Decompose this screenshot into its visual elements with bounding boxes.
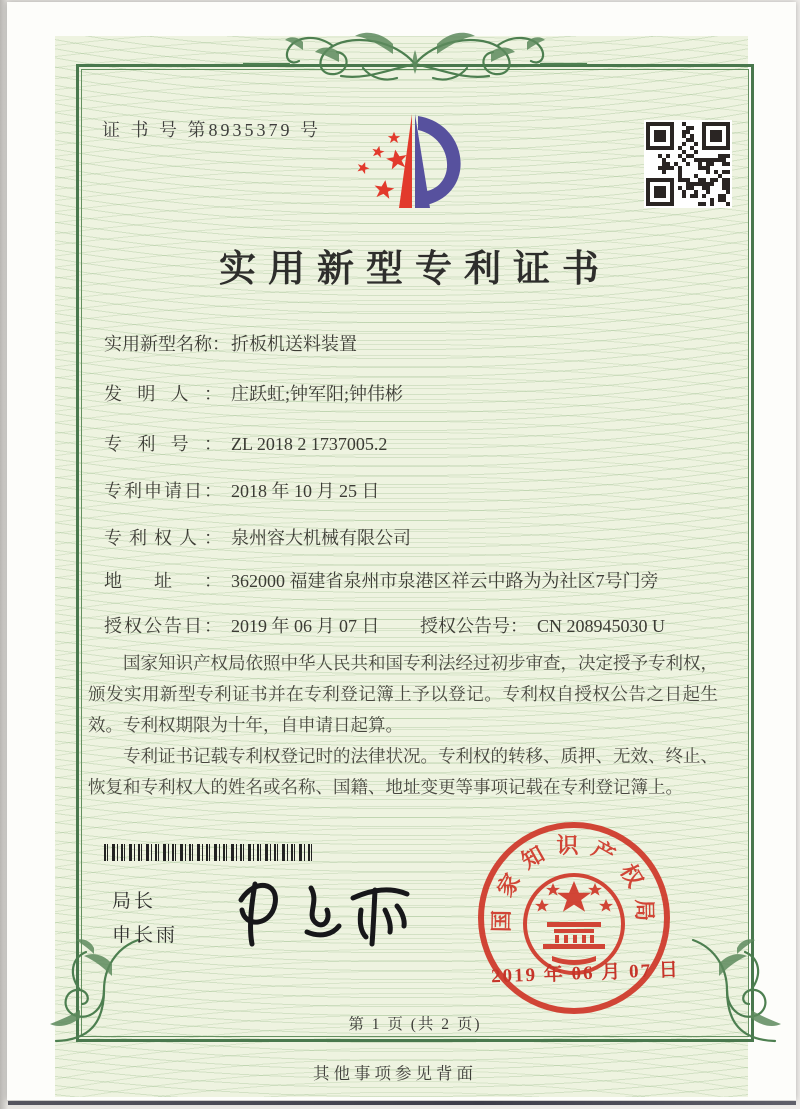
field-grant-number	[420, 612, 665, 638]
page-number: 第 1 页 (共 2 页)	[348, 1016, 482, 1033]
field-utility-model-name	[104, 330, 357, 356]
legal-text	[88, 648, 718, 803]
barcode	[104, 844, 312, 861]
paper-bottom-edge	[8, 1101, 796, 1105]
field-value: 庄跃虹;钟军阳;钟伟彬	[231, 384, 404, 404]
field-inventors	[104, 380, 403, 406]
legal-paragraph-2: 专利证书记载专利权登记时的法律状况。专利权的转移、质押、无效、终止、恢复和专利权人的姓名或名称、国籍、地址变更等事项记载在专利登记簿上。	[88, 746, 718, 797]
field-value: 2019 年 06 月 07 日	[231, 616, 380, 636]
certificate-number: 证 书 号 第8935379 号	[102, 120, 321, 140]
seal-date: 2019 年 06 月 07 日	[490, 959, 681, 988]
field-value: 泉州容大机械有限公司	[231, 528, 411, 548]
director-title: 局长	[112, 891, 157, 912]
field-label: 发明人：	[104, 384, 222, 404]
director-name: 申长雨	[112, 925, 179, 946]
field-value: 362000 福建省泉州市泉港区祥云中路为为社区7号门旁	[231, 571, 659, 591]
field-label: 专利权人：	[104, 528, 222, 548]
field-value: 2018 年 10 月 25 日	[231, 481, 380, 501]
cnipa-logo	[342, 104, 488, 226]
field-label: 实用新型名称：	[104, 334, 230, 354]
field-label: 授权公告日：	[104, 616, 222, 636]
director-signature	[225, 860, 425, 968]
field-patentee	[104, 524, 411, 550]
field-label: 专利号：	[104, 434, 222, 454]
field-address	[104, 567, 659, 593]
field-value: ZL 2018 2 1737005.2	[231, 434, 388, 454]
field-value: CN 208945030 U	[537, 616, 666, 636]
certificate-title: 实用新型专利证书	[219, 249, 611, 290]
field-value: 折板机送料装置	[231, 334, 357, 354]
seal-ring-text: 国家知识产权局	[488, 832, 658, 933]
back-side-note: 其他事项参见背面	[313, 1064, 477, 1083]
top-flourish-ornament	[243, 8, 587, 100]
field-label: 专利申请日：	[104, 481, 222, 501]
field-grant-date-and-number	[104, 612, 666, 638]
qr-code	[644, 120, 732, 208]
field-filing-date	[104, 477, 380, 503]
legal-paragraph-1: 国家知识产权局依照中华人民共和国专利法经过初步审查，决定授予专利权，颁发实用新型专利证书并在专利登记簿上予以登记。专利权自授权公告之日起生效。专利权期限为十年，自申请日起算。	[88, 653, 718, 735]
field-patent-number	[104, 430, 387, 456]
field-label: 授权公告号：	[420, 616, 528, 636]
field-label: 地址：	[104, 571, 222, 591]
official-seal	[468, 812, 680, 1024]
